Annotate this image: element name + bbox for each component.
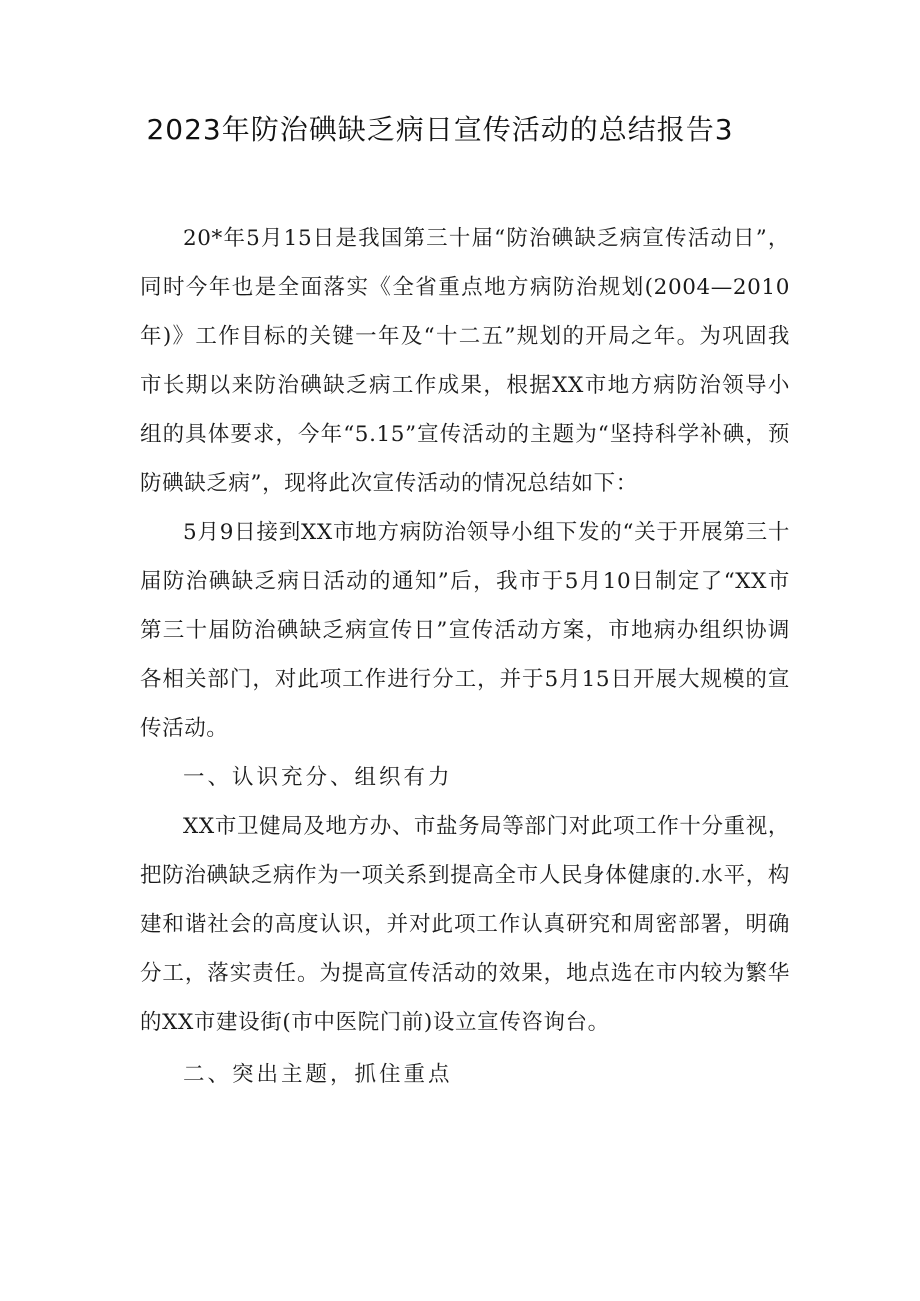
intro-paragraph: 20*年5月15日是我国第三十届“防治碘缺乏病宣传活动日”，同时今年也是全面落实《全省重点地方病防治规划(2004—2010年)》工作目标的关键一年及“十二五”规划的开局之年。为巩固我市长期以来防治碘缺乏病工作成果，根据XX市地方病防治领导小组的具体要求，今年“5.15”宣传活动的主题为“坚持科学补碘，预防碘缺乏病”，现将此次宣传活动的情况总结如下： <box>140 226 790 496</box>
section-2-heading: 二、突出主题，抓住重点 <box>183 1062 453 1087</box>
document-title: 2023年防治碘缺乏病日宣传活动的总结报告3 <box>146 113 734 146</box>
document-body <box>140 214 790 1099</box>
section-1-paragraph: XX市卫健局及地方办、市盐务局等部门对此项工作十分重视，把防治碘缺乏病作为一项关系到提高全市人民身体健康的.水平，构建和谐社会的高度认识，并对此项工作认真研究和周密部署，明确分工，落实责任。为提高宣传活动的效果，地点选在市内较为繁华的XX市建设街(市中医院门前)设立宣传咨询台。 <box>140 814 790 1035</box>
notice-paragraph: 5月9日接到XX市地方病防治领导小组下发的“关于开展第三十届防治碘缺乏病日活动的通知”后，我市于5月10日制定了“XX市第三十届防治碘缺乏病宣传日”宣传活动方案，市地病办组织协调各相关部门，对此项工作进行分工，并于5月15日开展大规模的宣传活动。 <box>140 520 790 741</box>
section-1-heading: 一、认识充分、组织有力 <box>183 765 453 790</box>
